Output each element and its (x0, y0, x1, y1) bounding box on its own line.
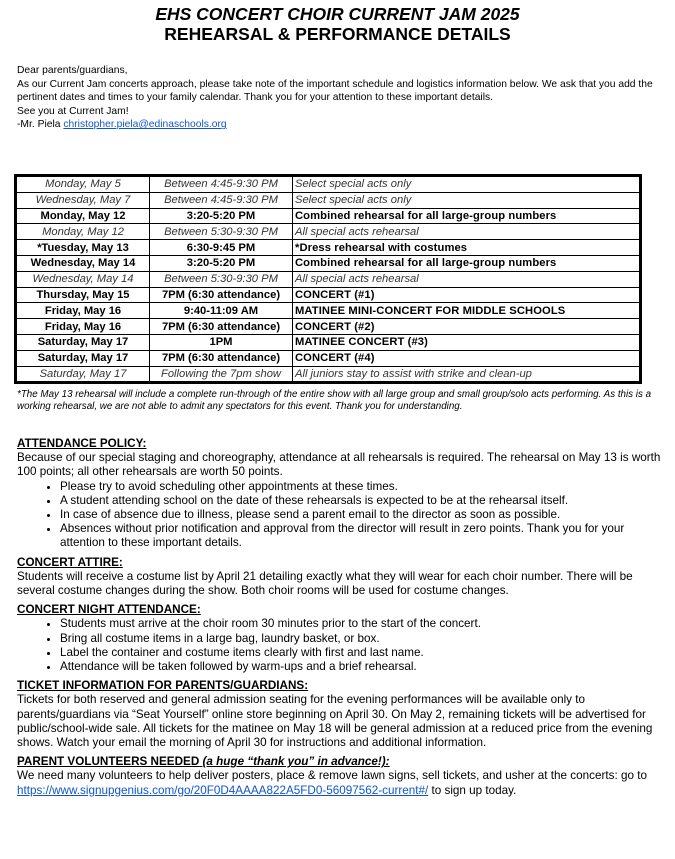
schedule-event: MATINEE MINI-CONCERT FOR MIDDLE SCHOOLS (293, 303, 641, 319)
schedule-event: All special acts rehearsal (293, 224, 641, 240)
schedule-date: Wednesday, May 14 (16, 255, 150, 271)
list-item: • In case of absence due to illness, please send a parent email to the director as soon as possible. (60, 508, 665, 522)
schedule-time: 7PM (6:30 attendance) (150, 350, 293, 366)
schedule-date: Friday, May 16 (16, 319, 150, 335)
schedule-time: Between 5:30-9:30 PM (150, 224, 293, 240)
volunteers-heading: PARENT VOLUNTEERS NEEDED (a huge “thank you” in advance!): (17, 755, 390, 769)
table-row (16, 366, 641, 383)
schedule-table (14, 174, 642, 384)
attire-heading: CONCERT ATTIRE: (17, 555, 123, 569)
schedule-date: *Tuesday, May 13 (16, 240, 150, 256)
schedule-date: Monday, May 5 (16, 176, 150, 193)
volunteers-text: We need many volunteers to help deliver posters, place & remove lawn signs, sell tickets, and usher at the concerts: go to https://www.signupgenius.com/go/20F0D4AAAA822A5FD0-56097562-current#/ to sign up today. (17, 769, 647, 797)
table-row (16, 176, 641, 193)
table-row (16, 240, 641, 256)
attendance-text: Because of our special staging and choreography, attendance at all rehearsals is required. The rehearsal on May 13 is worth 100 points; all other rehearsals are worth 50 points. (17, 451, 661, 479)
list-item: • A student attending school on the date of these rehearsals is expected to be at the rehearsal itself. (60, 494, 665, 508)
schedule-date: Thursday, May 15 (16, 287, 150, 303)
list-item: • Label the container and costume items clearly with first and last name. (60, 646, 665, 660)
schedule-time: 1PM (150, 334, 293, 350)
list-item: • Absences without prior notification and approval from the director will result in zero points. Thank you for your attention to these important details. (60, 522, 665, 550)
schedule-event: CONCERT (#4) (293, 350, 641, 366)
table-row (16, 287, 641, 303)
schedule-date: Saturday, May 17 (16, 350, 150, 366)
table-row (16, 319, 641, 335)
schedule-time: 9:40-11:09 AM (150, 303, 293, 319)
tickets-heading: TICKET INFORMATION FOR PARENTS/GUARDIANS: (17, 679, 309, 693)
schedule-time: 7PM (6:30 attendance) (150, 319, 293, 335)
schedule-time: 6:30-9:45 PM (150, 240, 293, 256)
list-item: • Bring all costume items in a large bag, laundry basket, or box. (60, 632, 665, 646)
list-item: • Students must arrive at the choir room 30 minutes prior to the start of the concert. (60, 617, 665, 631)
list-item: • Please try to avoid scheduling other appointments at these times. (60, 480, 665, 494)
signup-link[interactable]: https://www.signupgenius.com/go/20F0D4AAAA822A5FD0-56097562-current#/ (17, 783, 429, 797)
schedule-date: Saturday, May 17 (16, 366, 150, 383)
table-row (16, 303, 641, 319)
schedule-event: MATINEE CONCERT (#3) (293, 334, 641, 350)
table-row (16, 224, 641, 240)
schedule-time: 3:20-5:20 PM (150, 255, 293, 271)
page-subtitle: REHEARSAL & PERFORMANCE DETAILS (164, 24, 511, 44)
schedule-time: Between 5:30-9:30 PM (150, 271, 293, 287)
schedule-date: Wednesday, May 14 (16, 271, 150, 287)
table-row (16, 334, 641, 350)
schedule-date: Wednesday, May 7 (16, 192, 150, 208)
schedule-time: 3:20-5:20 PM (150, 208, 293, 224)
schedule-event: Combined rehearsal for all large-group numbers (293, 255, 641, 271)
schedule-time: Between 4:45-9:30 PM (150, 192, 293, 208)
table-row (16, 208, 641, 224)
schedule-event: CONCERT (#1) (293, 287, 641, 303)
night-list (17, 617, 665, 674)
list-item: • Attendance will be taken followed by warm-ups and a brief rehearsal. (60, 660, 665, 674)
schedule-event: CONCERT (#2) (293, 319, 641, 335)
intro-paragraph: As our Current Jam concerts approach, please take note of the important schedule and logistics information below. We ask that you add the pertinent dates and times to your family calendar. Thank you for your attention to these important details. (17, 78, 653, 104)
attire-text: Students will receive a costume list by April 21 detailing exactly what they will wear for each choir number. There will be several costume changes during the show. Both choir rooms will be used for costume changes. (17, 569, 633, 598)
tickets-text: Tickets for both reserved and general admission seating for the evening performances will be available only to parents/guardians via “Seat Yourself” online store beginning on April 30. On May 2, remaining tickets will be advertised for public/school-wide sale. All tickets for the matinee on May 18 will be general admission at a reduced price from the evening shows. Watch your email the morning of April 30 for instructions and additional information. (17, 693, 653, 750)
salutation: Dear parents/guardians, (17, 65, 128, 76)
director-email-link[interactable]: christopher.piela@edinaschools.org (63, 119, 227, 131)
schedule-event: Select special acts only (293, 176, 641, 193)
schedule-event: Combined rehearsal for all large-group numbers (293, 208, 641, 224)
table-row (16, 192, 641, 208)
table-row (16, 255, 641, 271)
page-title: EHS CONCERT CHOIR CURRENT JAM 2025 (155, 4, 520, 24)
schedule-event: Select special acts only (293, 192, 641, 208)
attendance-list (17, 480, 665, 551)
schedule-time: 7PM (6:30 attendance) (150, 287, 293, 303)
intro-letter (17, 64, 657, 132)
schedule-date: Friday, May 16 (16, 303, 150, 319)
schedule-time: Between 4:45-9:30 PM (150, 176, 293, 193)
volunteers-heading-note: (a huge “thank you” in advance!): (199, 755, 390, 769)
schedule-footnote: *The May 13 rehearsal will include a complete run-through of the entire show with all large group and small group/solo acts performing. As this is a working rehearsal, we are not able to admit any spectators for this event. Thank you for understanding. (17, 389, 652, 413)
closing: See you at Current Jam! (17, 105, 129, 117)
schedule-date: Monday, May 12 (16, 208, 150, 224)
policy-sections (17, 437, 665, 798)
attendance-heading: ATTENDANCE POLICY: (17, 437, 147, 450)
table-row (16, 350, 641, 366)
schedule-event: All juniors stay to assist with strike and clean-up (293, 366, 641, 383)
schedule-time: Following the 7pm show (150, 366, 293, 383)
signature: -Mr. Piela christopher.piela@edinaschools.org (17, 119, 227, 131)
schedule-date: Monday, May 12 (16, 224, 150, 240)
schedule-date: Saturday, May 17 (16, 334, 150, 350)
schedule-event: All special acts rehearsal (293, 271, 641, 287)
schedule-event: *Dress rehearsal with costumes (293, 240, 641, 256)
table-row (16, 271, 641, 287)
night-heading: CONCERT NIGHT ATTENDANCE: (17, 603, 201, 617)
